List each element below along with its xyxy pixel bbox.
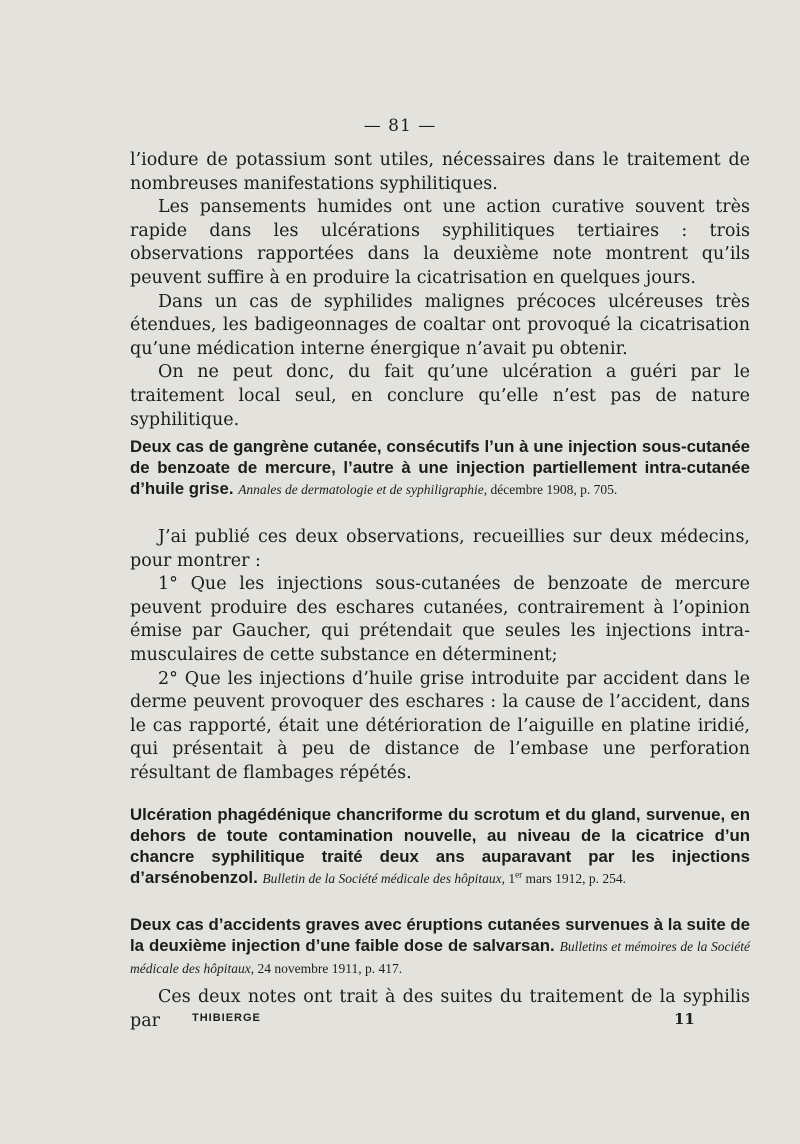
text-block-intro xyxy=(130,149,750,432)
entry-date: mars 1912, p. 254. xyxy=(525,871,626,886)
entry-date: décembre 1908, p. 705. xyxy=(490,482,618,497)
paragraph: Dans un cas de syphilides malignes précoces ulcéreuses très étendues, les badigeonnages de coaltar ont provoqué la cicatrisation qu’une médication interne énergique n’avait pu obtenir. xyxy=(130,291,750,359)
paragraph: J’ai publié ces deux observations, recueillies sur deux médecins, pour montrer : xyxy=(130,527,750,571)
entry-heading-salvarsan xyxy=(130,914,750,979)
entry-date-day: 1 xyxy=(508,871,516,886)
paragraph: Les pansements humides ont une action curative souvent très rapide dans les ulcérations syphilitiques tertiaires : trois observations rapportées dans la deuxième note montrent qu’ils peuvent suffire à en produire la cicatrisation en quelques jours. xyxy=(130,197,750,288)
paragraph: 2° Que les injections d’huile grise introduite par accident dans le derme peuvent provoquer des eschares : la cause de l’accident, dans le cas rapporté, était une détérioration de l’aiguille en platine iridié, qui présentait à peu de distance de l’embase une perforation résultant de flambages répétés. xyxy=(130,668,750,783)
entry-journal: Bulletin de la Société médicale des hôpitaux, xyxy=(262,871,505,886)
entry-title: Ulcération phagédénique chancriforme du scrotum et du gland, survenue, en dehors de toute contamination nouvelle, au niveau de la cicatrice d’un chancre syphilitique traité deux ans auparavant par les injections d’arsénobenzol. xyxy=(130,805,750,887)
entry-title: Deux cas d’accidents graves avec éruptions cutanées survenues à la suite de la deuxième injection d’une faible dose de salvarsan. xyxy=(130,915,750,955)
paragraph: Ces deux notes ont trait à des suites du traitement de la syphilis par xyxy=(130,987,750,1031)
paragraph: 1° Que les injections sous-cutanées de benzoate de mercure peuvent produire des eschares cutanées, contrairement à l’opinion émise par Gaucher, qui prétendait que seules les injections intra-musculaires de cette substance en déterminent; xyxy=(130,574,750,665)
entry-title: Deux cas de gangrène cutanée, consécutifs l’un à une injection sous-cutanée de benzoate de mercure, l’autre à une injection partiellement intra-cutanée d’huile grise. xyxy=(130,437,750,498)
entry-journal: Bulletins et mémoires de la Société médicale des hôpitaux, xyxy=(130,939,750,976)
entry-date-sup: er xyxy=(515,869,523,880)
entry-heading-ulceration xyxy=(130,804,750,889)
paragraph: l’iodure de potassium sont utiles, nécessaires dans le traitement de nombreuses manifestations syphilitiques. xyxy=(130,150,750,194)
entry-heading-gangrene xyxy=(130,436,750,500)
text-block-observations xyxy=(130,526,750,786)
footer-signature-number: 11 xyxy=(674,1010,695,1028)
text-block-conclusion xyxy=(130,986,750,1033)
footer-author: THIBIERGE xyxy=(192,1012,261,1024)
paragraph: On ne peut donc, du fait qu’une ulcération a guéri par le traitement local seul, en conclure qu’elle n’est pas de nature syphilitique. xyxy=(130,362,750,430)
entry-date: 24 novembre 1911, p. 417. xyxy=(257,961,403,976)
page-number: — 81 — xyxy=(363,116,437,136)
entry-journal: Annales de dermatologie et de syphiligraphie, xyxy=(238,482,488,497)
